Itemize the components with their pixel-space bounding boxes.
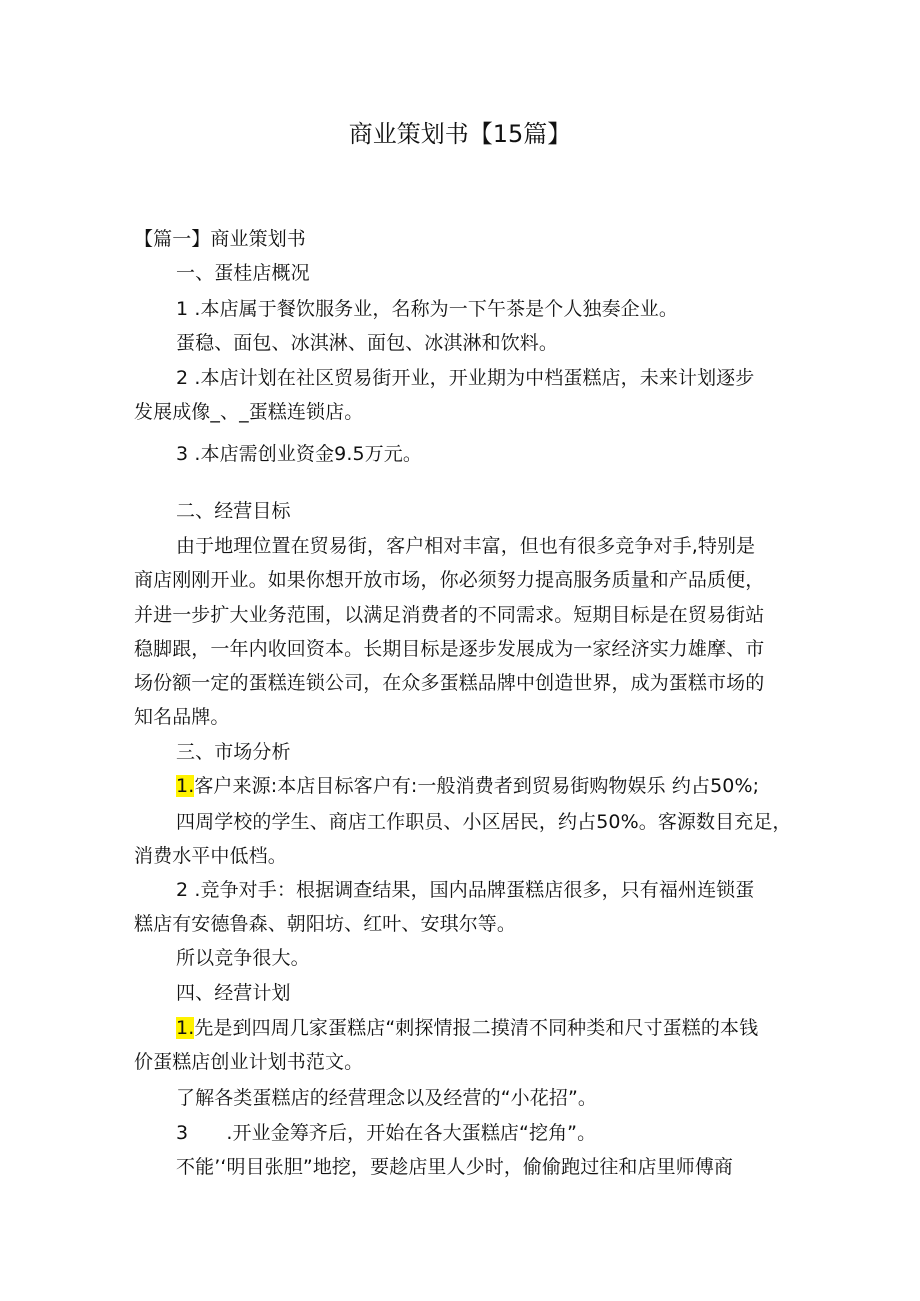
paragraph-line: 四周学校的学生、商店工作职员、小区居民，约占50%。客源数目充足， <box>176 811 792 833</box>
paragraph-text: 客户来源:本店目标客户有:一般消费者到贸易街购物娱乐 约占50%; <box>194 775 760 797</box>
paragraph-line: 发展成像_、_蛋糕连锁店。 <box>134 401 364 423</box>
highlighted-number: 1. <box>176 775 195 797</box>
document-title: 商业策划书【15篇】 <box>348 120 572 148</box>
paragraph-line: 消费水平中低档。 <box>134 845 287 867</box>
paragraph-line: 不能’‘明目张胆”地挖，要趁店里人少时，偷偷跑过往和店里师傅商 <box>176 1156 734 1178</box>
paragraph-line: 了解各类蛋糕店的经营理念以及经营的“小花招”。 <box>176 1087 597 1109</box>
paragraph-line: 商店刚刚开业。如果你想开放市场，你必须努力提高服务质量和产品质便， <box>134 569 765 591</box>
paragraph-line: 3 .开业金筹齐后，开始在各大蛋糕店“挖角”。 <box>176 1122 597 1144</box>
paragraph-line: 所以竞争很大。 <box>176 947 310 969</box>
paragraph-line <box>176 1011 796 1045</box>
section-heading: 一、蛋桂店概况 <box>176 262 310 284</box>
highlighted-number: 1. <box>176 1017 195 1039</box>
paragraph-line: 2 .竞争对手：根据调查结果，国内品牌蛋糕店很多，只有福州连锁蛋 <box>176 879 755 901</box>
paragraph-line: 稳脚跟，一年内收回资本。长期目标是逐步发展成为一家经济实力雄摩、市 <box>134 638 765 660</box>
paragraph-line: 糕店有安德鲁森、朝阳坊、红叶、安琪尔等。 <box>134 913 517 935</box>
paragraph-line: 1 .本店属于餐饮服务业，名称为一下午茶是个人独奏企业。 <box>176 298 678 320</box>
section-heading: 三、市场分析 <box>176 741 291 763</box>
paragraph-line <box>176 769 796 803</box>
paragraph-line: 知名品牌。 <box>134 706 230 728</box>
chapter-heading: 【篇一】商业策划书 <box>134 228 306 250</box>
paragraph-line: 蛋稳、面包、冰淇淋、面包、冰淇淋和饮料。 <box>176 332 559 354</box>
section-heading: 二、经营目标 <box>176 500 291 522</box>
paragraph-line: 由于地理位置在贸易街，客户相对丰富，但也有很多竞争对手,特别是 <box>176 535 756 557</box>
paragraph-line: 场份额一定的蛋糕连锁公司，在众多蛋糕品牌中创造世界，成为蛋糕市场的 <box>134 672 765 694</box>
paragraph-text: 先是到四周几家蛋糕店“刺探情报二摸清不同种类和尺寸蛋糕的本钱 <box>194 1017 759 1039</box>
section-heading: 四、经营计划 <box>176 982 291 1004</box>
paragraph-line: 3 .本店需创业资金9.5万元。 <box>176 443 422 465</box>
paragraph-line: 并进一步扩大业务范围，以满足消费者的不同需求。短期目标是在贸易街站 <box>134 604 765 626</box>
paragraph-line: 价蛋糕店创业计划书范文。 <box>134 1051 364 1073</box>
paragraph-line: 2 .本店计划在社区贸易街开业，开业期为中档蛋糕店，未来计划逐步 <box>176 367 755 389</box>
